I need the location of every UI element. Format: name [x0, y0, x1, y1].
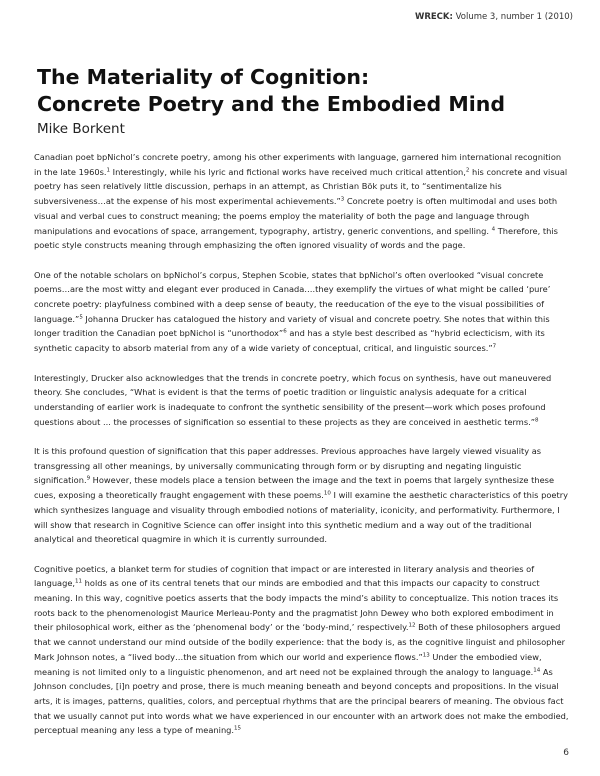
body-paragraph: [34, 150, 570, 253]
author-name: Mike Borkent: [37, 121, 125, 137]
paragraph-text: It is this profound question of signification that this paper addresses. Previous approaches have largely viewed visuality as transgressing all other meanings, by universally communicating through form or by disrupting and negating linguistic signification.: [34, 446, 542, 486]
article-body: [34, 150, 570, 753]
paragraph-text: Interestingly, while his lyric and fictional works have received much critical attention,: [110, 166, 466, 177]
paragraph-text: holds as one of its central tenets that our minds are embodied and that this impacts our capacity to construct meaning. In this way, cognitive poetics asserts that the body impacts the mind’s ability to conceptualize. This notion traces its roots back to the phenomenologist Maurice Merleau-Ponty and the pragmatist John Dewey who both explored embodiment in their philosophical work, either as the ‘phenomenal body’ or the ‘body-mind,’ respectively.: [34, 578, 559, 633]
paragraph-text: Interestingly, Drucker also acknowledges that the trends in concrete poetry, which focus on synthesis, have out maneuvered theory. She concludes, “What is evident is that the terms of poetic tradition or linguistic analysis adequate for a critical understanding of earlier work is inadequate to confront the synthetic sensibility of the present—work which poses profound questions about ... the processes of signification so essential to these projects as they are conceived in aesthetic terms.”: [34, 372, 552, 427]
footnote-marker: 4: [491, 225, 496, 232]
journal-name: WRECK:: [414, 12, 453, 22]
footnote-marker: 15: [234, 725, 242, 732]
footnote-marker: 2: [465, 166, 470, 173]
paragraph-text: Therefore, this poetic style constructs meaning through emphasizing the often ignored visuality of words and the page.: [34, 225, 558, 251]
paragraph-text: One of the notable scholars on bpNichol’s corpus, Stephen Scobie, states that bpNichol’s often overlooked “visual concrete poems…are the most witty and elegant ever produced in Canada….they exemplify the virtues of what might be called ‘pure’ concrete poetry: playfulness combined with a deep sense of beauty, the reeducation of the eye to the visual possibilities of language.”: [34, 269, 551, 324]
paragraph-text: his concrete and visual poetry has seen relatively little discussion, perhaps in an attempt, as Christian Bök puts it, to “sentimentalize his subversiveness…at the expense of his most experimental achievements.”: [34, 166, 568, 207]
footnote-marker: 7: [492, 343, 497, 350]
journal-issue: Volume 3, number 1 (2010): [452, 12, 573, 22]
paragraph-text: Cognitive poetics, a blanket term for studies of cognition that impact or are interested in literary analysis and theories of language,: [34, 563, 535, 589]
title-line-2: Concrete Poetry and the Embodied Mind: [37, 92, 506, 116]
footnote-marker: 1: [106, 166, 111, 173]
footnote-marker: 5: [79, 313, 83, 320]
title-line-1: The Materiality of Cognition:: [37, 65, 370, 89]
paragraph-text: Concrete poetry is often multimodal and uses both visual and verbal cues to construct meaning; the poems employ the materiality of both the page and language through manipulations and evocations of space, arrangement, typography, artistry, generic conventions, and spelling.: [34, 196, 558, 236]
paragraph-text: Under the embodied view, meaning is not limited only to a linguistic phenomenon, and art need not be explained through the analogy to language.: [34, 651, 542, 677]
running-header: [415, 12, 573, 22]
footnote-marker: 10: [323, 490, 331, 497]
article-title: [37, 64, 577, 118]
footnote-marker: 11: [75, 578, 83, 585]
paragraph-text: Canadian poet bpNichol’s concrete poetry, among his other experiments with language, garnered him international recognition in the late 1960s.: [34, 152, 562, 177]
body-paragraph: [34, 444, 570, 547]
page-number: 6: [563, 748, 569, 758]
paragraph-text: I will examine the aesthetic characteristics of this poetry which synthesizes language and visuality through embodied notions of materiality, iconicity, and performativity. Furthermore, I will show that research in Cognitive Science can offer insight into this synthetic medium and a way out of the traditional analytical and theoretical quagmire in which it is currently surrounded.: [34, 490, 568, 545]
footnote-marker: 12: [408, 622, 416, 629]
body-paragraph: [34, 268, 570, 356]
paragraph-text: However, these models place a tension between the image and the text in poems that largely synthesize these cues, exposing a theoretically fraught engagement with these poems.: [34, 475, 555, 501]
paragraph-text: As Johnson concludes, [i]n poetry and prose, there is much meaning beneath and beyond concepts and propositions. In the visual arts, it is images, patterns, qualities, colors, and perceptual rhythms that are the principal bearers of meaning. The obvious fact that we usually cannot put into words what we have experienced in our encounter with an artwork does not make the embodied, perceptual meaning any less a type of meaning.: [34, 666, 569, 736]
paragraph-text: Johanna Drucker has catalogued the history and variety of visual and concrete poetry. She notes that within this longer tradition the Canadian poet bpNichol is “unorthodox”: [34, 313, 550, 339]
footnote-marker: 13: [422, 652, 430, 659]
paragraph-text: Both of these philosophers argued that we cannot understand our mind outside of the bodily experience: that the body is, as the cognitive linguist and philosopher Mark Johnson notes, a “lived body…the situation from which our world and experience flows.”: [34, 622, 566, 662]
footnote-marker: 3: [340, 196, 345, 203]
footnote-marker: 9: [86, 475, 91, 482]
body-paragraph: [34, 371, 570, 430]
footnote-marker: 6: [283, 328, 287, 335]
footnote-marker: 8: [535, 416, 539, 423]
body-paragraph: [34, 562, 570, 738]
footnote-marker: 14: [533, 666, 541, 673]
paragraph-text: and has a style best described as “hybrid eclecticism, with its synthetic capacity to absorb material from any of a wide variety of conceptual, critical, and linguistic sources.”: [34, 328, 545, 354]
